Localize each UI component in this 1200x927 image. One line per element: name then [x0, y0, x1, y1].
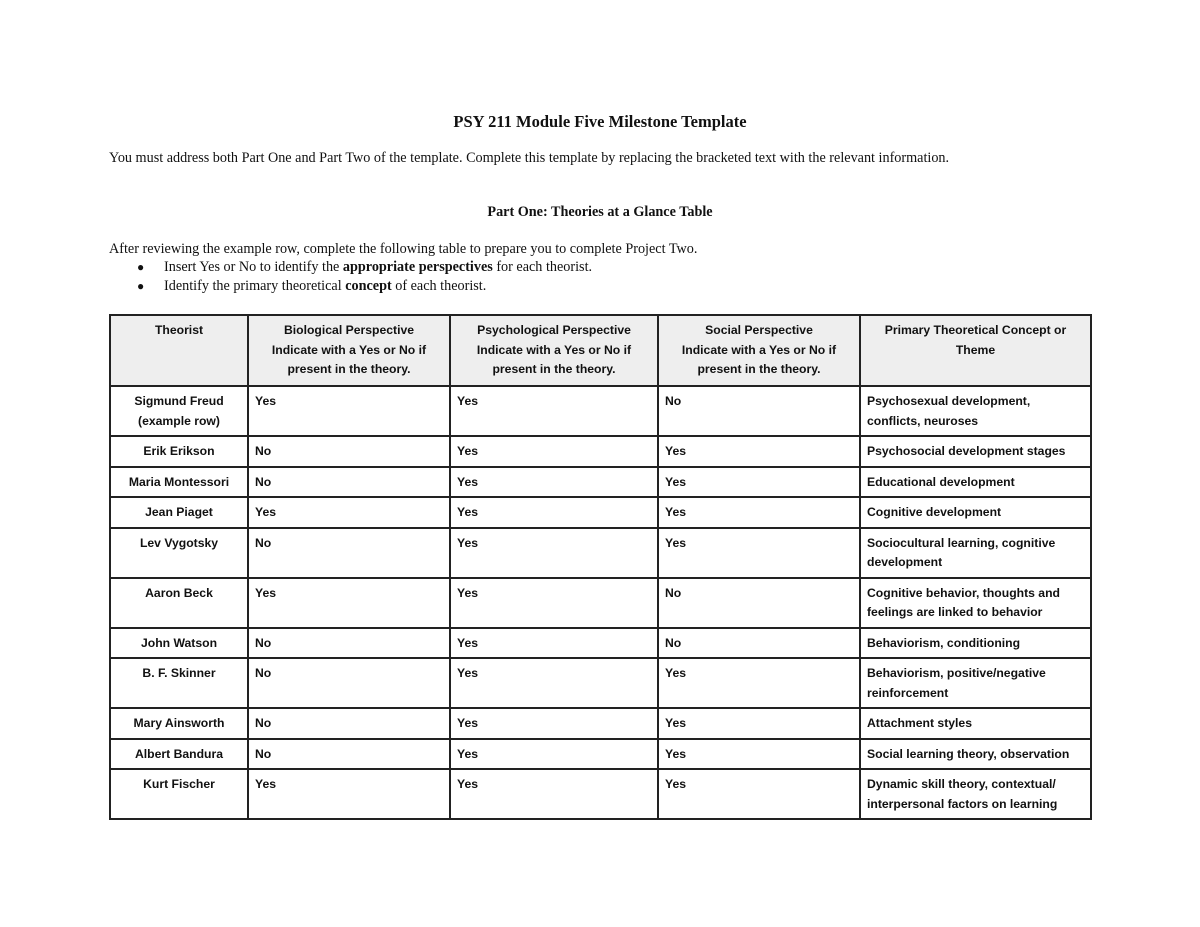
bullet-icon: ● [137, 260, 145, 274]
header-line: Theme [955, 342, 996, 357]
theorist-column-header [110, 315, 248, 386]
primary-concept: Psychosexual development, conflicts, neuroses [860, 386, 1091, 436]
biological-value: Yes [248, 769, 450, 819]
psychological-value: Yes [450, 708, 658, 739]
document-title: PSY 211 Module Five Milestone Template [453, 112, 747, 131]
social-value: Yes [658, 467, 860, 498]
social-value: No [658, 386, 860, 436]
instructions-lead: After reviewing the example row, complete the following table to prepare you to complete Project Two. [109, 241, 698, 257]
table-header-row [110, 315, 1091, 386]
part-one-heading: Part One: Theories at a Glance Table [487, 204, 713, 220]
instruction-text: of each theorist. [391, 277, 487, 294]
header-line: Indicate with a Yes or No if [271, 342, 427, 357]
biological-column-header [248, 315, 450, 386]
theorist-name: Albert Bandura [110, 739, 248, 770]
theorist-name: John Watson [110, 628, 248, 659]
biological-value: No [248, 658, 450, 708]
table-row [110, 436, 1091, 467]
psychological-value: Yes [450, 739, 658, 770]
table-row [110, 708, 1091, 739]
header-line: present in the theory. [492, 362, 616, 376]
psychological-column-header [450, 315, 658, 386]
biological-value: No [248, 739, 450, 770]
instruction-bullet-perspectives [109, 258, 1089, 277]
psychological-value: Yes [450, 467, 658, 498]
psychological-value: Yes [450, 578, 658, 628]
primary-concept: Behaviorism, positive/negative reinforcement [860, 658, 1091, 708]
primary-concept: Cognitive development [860, 497, 1091, 528]
theories-table [109, 314, 1092, 820]
header-line: Theorist [154, 323, 204, 337]
social-value: Yes [658, 528, 860, 578]
biological-value: No [248, 436, 450, 467]
table-row [110, 578, 1091, 628]
primary-concept: Cognitive behavior, thoughts and feelings are linked to behavior [860, 578, 1091, 628]
instruction-text: Identify the primary theoretical [164, 277, 346, 294]
social-value: Yes [658, 658, 860, 708]
header-line: Indicate with a Yes or No if [476, 342, 632, 357]
psychological-value: Yes [450, 436, 658, 467]
theorist-name: Aaron Beck [110, 578, 248, 628]
psychological-value: Yes [450, 769, 658, 819]
instruction-emphasis: appropriate perspectives [342, 259, 493, 275]
theorist-name: Erik Erikson [110, 436, 248, 467]
psychological-value: Yes [450, 497, 658, 528]
header-line: Biological Perspective [283, 323, 415, 337]
header-line: Social Perspective [705, 323, 813, 337]
primary-concept: Educational development [860, 467, 1091, 498]
concept-column-header [860, 315, 1091, 386]
theorist-name: B. F. Skinner [110, 658, 248, 708]
header-line: present in the theory. [287, 362, 411, 376]
header-line: present in the theory. [697, 362, 821, 376]
instruction-emphasis: concept [345, 277, 392, 294]
theorist-name: Mary Ainsworth [110, 708, 248, 739]
table-row [110, 497, 1091, 528]
instruction-text: for each theorist. [492, 259, 593, 275]
table-row [110, 528, 1091, 578]
primary-concept: Attachment styles [860, 708, 1091, 739]
header-line: Indicate with a Yes or No if [681, 342, 837, 357]
primary-concept: Psychosocial development stages [860, 436, 1091, 467]
biological-value: No [248, 708, 450, 739]
social-value: No [658, 628, 860, 659]
social-value: Yes [658, 708, 860, 739]
primary-concept: Dynamic skill theory, contextual/ interpersonal factors on learning [860, 769, 1091, 819]
theorist-name: Lev Vygotsky [110, 528, 248, 578]
psychological-value: Yes [450, 628, 658, 659]
social-value: Yes [658, 739, 860, 770]
instruction-list [109, 258, 1089, 295]
biological-value: Yes [248, 497, 450, 528]
social-value: Yes [658, 436, 860, 467]
table-row [110, 628, 1091, 659]
biological-value: No [248, 628, 450, 659]
theorist-name: Maria Montessori [110, 467, 248, 498]
social-column-header [658, 315, 860, 386]
table-row [110, 467, 1091, 498]
bullet-icon: ● [137, 278, 145, 293]
social-value: Yes [658, 769, 860, 819]
social-value: No [658, 578, 860, 628]
instruction-bullet-concept [109, 277, 1089, 296]
header-line: Psychological Perspective [477, 323, 631, 337]
biological-value: No [248, 528, 450, 578]
table-row [110, 386, 1091, 436]
intro-paragraph: You must address both Part One and Part Two of the template. Complete this template by replacing the bracketed text with the relevant information. [109, 150, 950, 166]
theorist-name: Jean Piaget [110, 497, 248, 528]
biological-value: Yes [248, 578, 450, 628]
primary-concept: Social learning theory, observation [860, 739, 1091, 770]
table-row [110, 769, 1091, 819]
psychological-value: Yes [450, 528, 658, 578]
instruction-text: Insert Yes or No to identify the [164, 259, 343, 275]
biological-value: Yes [248, 386, 450, 436]
psychological-value: Yes [450, 386, 658, 436]
table-row [110, 739, 1091, 770]
psychological-value: Yes [450, 658, 658, 708]
primary-concept: Behaviorism, conditioning [860, 628, 1091, 659]
table-row [110, 658, 1091, 708]
social-value: Yes [658, 497, 860, 528]
biological-value: No [248, 467, 450, 498]
theorist-name: Sigmund Freud (example row) [110, 386, 248, 436]
theorist-name: Kurt Fischer [110, 769, 248, 819]
primary-concept: Sociocultural learning, cognitive development [860, 528, 1091, 578]
header-line: Primary Theoretical Concept or [884, 323, 1067, 337]
